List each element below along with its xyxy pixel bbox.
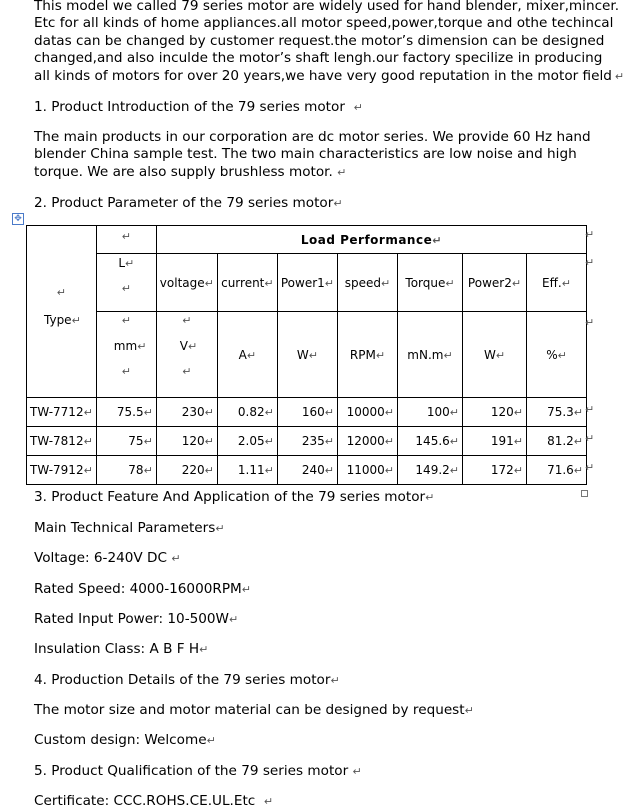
unit-current: A↵ — [217, 312, 277, 398]
row-type: TW-7812↵ — [27, 427, 97, 456]
speed-line: Rated Speed: 4000-16000RPM↵ — [34, 581, 251, 597]
row-voltage: 230↵ — [156, 398, 217, 427]
column-header-speed: speed↵ — [338, 254, 398, 312]
power-line: Rated Input Power: 10-500W↵ — [34, 611, 239, 627]
row-speed: 10000↵ — [338, 398, 398, 427]
section1-heading: 1. Product Introduction of the 79 series motor ↵ — [34, 99, 363, 115]
type-header-cell — [27, 226, 97, 398]
column-header-power1: Power1↵ — [277, 254, 337, 312]
section2-heading: 2. Product Parameter of the 79 series motor↵ — [34, 195, 343, 211]
row-power1: 240↵ — [277, 456, 337, 485]
row-eff: 81.2↵ — [527, 427, 587, 456]
column-header-current: current↵ — [217, 254, 277, 312]
insulation-line: Insulation Class: A B F H↵ — [34, 641, 209, 657]
row-power2: 172↵ — [463, 456, 527, 485]
table-row — [27, 427, 587, 456]
row-eff: 75.3↵ — [527, 398, 587, 427]
intro-paragraph — [34, 0, 625, 85]
intro-line: changed,and also inculde the motor’s shaft lengh.our factory specilize in producing — [34, 50, 603, 67]
table-move-handle-icon[interactable]: ✥ — [12, 213, 24, 225]
row-type: TW-7912↵ — [27, 456, 97, 485]
l-unit-cell: ↵ mm↵ ↵ — [96, 312, 156, 398]
cell-mark-icon: ↵ — [125, 257, 135, 270]
intro-line: This model we called 79 series motor are widely used for hand blender, mixer,mincer. — [34, 0, 620, 14]
main-params-line: Main Technical Parameters↵ — [34, 520, 225, 536]
table-row — [27, 456, 587, 485]
row-end-mark-icon: ↵ — [585, 228, 595, 241]
row-end-mark-icon: ↵ — [585, 432, 595, 445]
row-type: TW-7712↵ — [27, 398, 97, 427]
cell-mark-icon: ↵ — [71, 314, 81, 327]
row-speed: 11000↵ — [338, 456, 398, 485]
unit-power1: W↵ — [277, 312, 337, 398]
row-torque: 145.6↵ — [398, 427, 463, 456]
cell-mark-icon: ↵ — [121, 230, 131, 243]
row-current: 1.11↵ — [217, 456, 277, 485]
section5-heading: 5. Product Qualification of the 79 series motor ↵ — [34, 763, 362, 779]
row-current: 2.05↵ — [217, 427, 277, 456]
paragraph-mark-icon: ↵ — [353, 101, 363, 114]
section4-line2: Custom design: Welcome↵ — [34, 732, 216, 748]
row-power1: 160↵ — [277, 398, 337, 427]
table-resize-handle[interactable] — [581, 490, 588, 497]
row-end-mark-icon: ↵ — [585, 461, 595, 474]
paragraph-mark-icon: ↵ — [614, 69, 625, 83]
load-performance-header: Load Performance↵ — [156, 226, 586, 254]
row-voltage: 120↵ — [156, 427, 217, 456]
column-header-eff: Eff.↵ — [527, 254, 587, 312]
intro-line: Etc for all kinds of home appliances.all motor speed,power,torque and othe techincal — [34, 15, 614, 32]
intro-line: all kinds of motors for over 20 years,we have very good reputation in the motor field ↵ — [34, 67, 625, 84]
column-header-power2: Power2↵ — [463, 254, 527, 312]
cell-mark-icon: ↵ — [432, 233, 442, 247]
row-end-mark-icon: ↵ — [585, 316, 595, 329]
row-eff: 71.6↵ — [527, 456, 587, 485]
row-torque: 100↵ — [398, 398, 463, 427]
paragraph-mark-icon: ↵ — [333, 197, 343, 210]
table-row — [27, 398, 587, 427]
row-l: 78↵ — [96, 456, 156, 485]
unit-eff: %↵ — [527, 312, 587, 398]
row-power2: 120↵ — [463, 398, 527, 427]
section4-heading: 4. Production Details of the 79 series motor↵ — [34, 672, 340, 688]
paragraph-mark-icon: ↵ — [425, 491, 435, 504]
row-end-mark-icon: ↵ — [585, 403, 595, 416]
parameter-table — [26, 225, 587, 485]
cell-mark-icon: ↵ — [56, 286, 66, 299]
cell-mark-icon: ↵ — [121, 365, 131, 378]
cell-mark-icon: ↵ — [121, 282, 131, 295]
section1-body — [34, 129, 591, 181]
cell-mark-icon: ↵ — [121, 314, 131, 327]
row-l: 75.5↵ — [96, 398, 156, 427]
voltage-line: Voltage: 6-240V DC ↵ — [34, 550, 181, 566]
row-current: 0.82↵ — [217, 398, 277, 427]
row-power1: 235↵ — [277, 427, 337, 456]
row-torque: 149.2↵ — [398, 456, 463, 485]
l-header-top-cell — [96, 226, 156, 254]
row-speed: 12000↵ — [338, 427, 398, 456]
section1-line: The main products in our corporation are dc motor series. We provide 60 Hz hand — [34, 129, 591, 145]
unit-power2: W↵ — [463, 312, 527, 398]
unit-voltage: ↵ V↵ ↵ — [156, 312, 217, 398]
section4-line1: The motor size and motor material can be designed by request↵ — [34, 702, 474, 718]
section3-heading: 3. Product Feature And Application of the 79 series motor↵ — [34, 489, 435, 505]
row-end-mark-icon: ↵ — [585, 256, 595, 269]
section1-line: blender China sample test. The two main characteristics are low noise and high — [34, 146, 577, 163]
l-header-cell: L↵ ↵ — [96, 254, 156, 312]
row-l: 75↵ — [96, 427, 156, 456]
section1-line: torque. We are also supply brushless motor. ↵ — [34, 163, 347, 180]
unit-speed: RPM↵ — [338, 312, 398, 398]
column-header-torque: Torque↵ — [398, 254, 463, 312]
paragraph-mark-icon: ↵ — [337, 165, 347, 179]
certificate-line: Certificate: CCC.ROHS.CE.UL.Etc ↵ — [34, 793, 274, 809]
intro-line: datas can be changed by customer request.the motor’s dimension can be designed — [34, 32, 605, 49]
column-header-voltage: voltage↵ — [156, 254, 217, 312]
row-voltage: 220↵ — [156, 456, 217, 485]
row-power2: 191↵ — [463, 427, 527, 456]
type-label: Type — [44, 313, 72, 327]
unit-torque: mN.m↵ — [398, 312, 463, 398]
